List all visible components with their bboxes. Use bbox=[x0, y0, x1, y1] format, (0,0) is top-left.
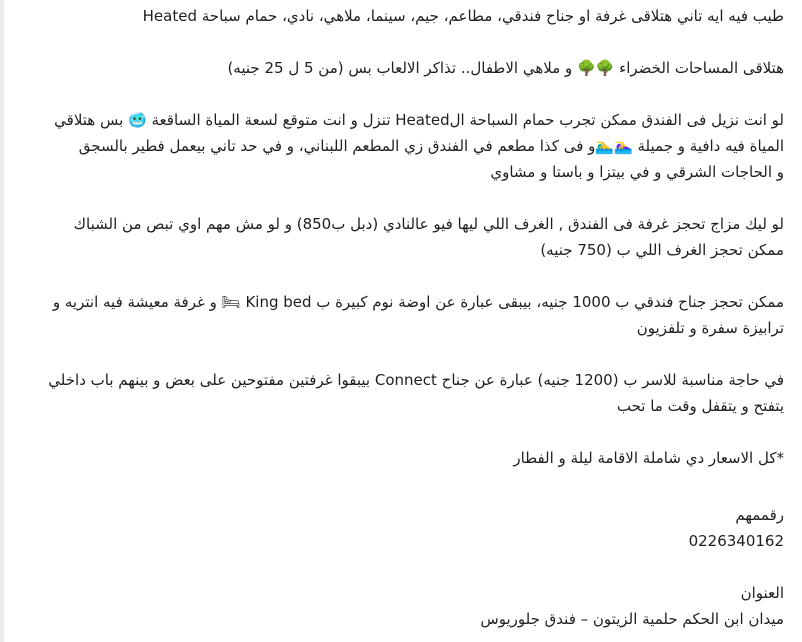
paragraph-pool-line-1: لو انت نزيل فى الفندق ممكن تجرب حمام السباحة الHeated تنزل و انت متوقع لسعة المياة الساقعة 🥶 بس هتلاقي bbox=[54, 111, 784, 129]
paragraph-family-line-1: في حاجة مناسبة للاسر ب (1200 جنيه) عبارة عن جناح Connect بيبقوا غرفتين مفتوحين على بعض و بينهم باب داخلي bbox=[48, 371, 784, 389]
paragraph-rooms-line-2: ممكن تحجز الغرف اللي ب (750 جنيه) bbox=[540, 241, 784, 259]
paragraph-pool-line-2: المياة فيه دافية و جميلة 🏊‍♀️🏊‍♂️و فى كذا مطعم في الفندق زي المطعم اللبناني، و في حد تاني بيعمل فطير بالسجق bbox=[78, 137, 784, 155]
paragraph-prices-note: *كل الاسعار دي شاملة الاقامة ليلة و الفطار bbox=[513, 449, 784, 467]
address-label: العنوان bbox=[740, 584, 784, 602]
paragraph-green-areas: هتلاقى المساحات الخضراء 🌳🌳 و ملاهي الاطفال.. تذاكر الالعاب بس (من 5 ل 25 جنيه) bbox=[227, 59, 784, 77]
paragraph-pool-line-3: و الحاجات الشرقي و في بيتزا و باستا و مشاوي bbox=[490, 163, 784, 181]
paragraph-amenities: طيب فيه ايه تاني هتلاقى غرفة او جناح فندقي، مطاعم، جيم، سينما، ملاهي، نادي، حمام سباحة Heated bbox=[142, 7, 784, 25]
left-edge-border bbox=[0, 0, 4, 642]
paragraph-rooms-line-1: لو ليك مزاج تحجز غرفة فى الفندق , الغرف اللي ليها فيو عالنادي (دبل ب850) و لو مش مهم اوي تبص من الشباك bbox=[73, 215, 784, 233]
address-value: ميدان ابن الحكم حلمية الزيتون – فندق جلوريوس bbox=[480, 610, 784, 628]
phone-number-text[interactable]: 0226340162 bbox=[688, 532, 784, 550]
paragraph-suite-line-2: ترابيزة سفرة و تلفزيون bbox=[636, 319, 784, 337]
paragraph-family-line-2: يتفتح و يتقفل وقت ما تحب bbox=[616, 397, 784, 415]
phone-number[interactable] bbox=[14, 528, 784, 554]
phone-label: رقممهم bbox=[735, 506, 784, 524]
paragraph-suite-line-1: ممكن تحجز جناح فندقي ب 1000 جنيه، بيبقى عبارة عن اوضة نوم كبيرة ب King bed 🛏 و غرفة معيشة فيه انتريه و bbox=[52, 293, 784, 311]
